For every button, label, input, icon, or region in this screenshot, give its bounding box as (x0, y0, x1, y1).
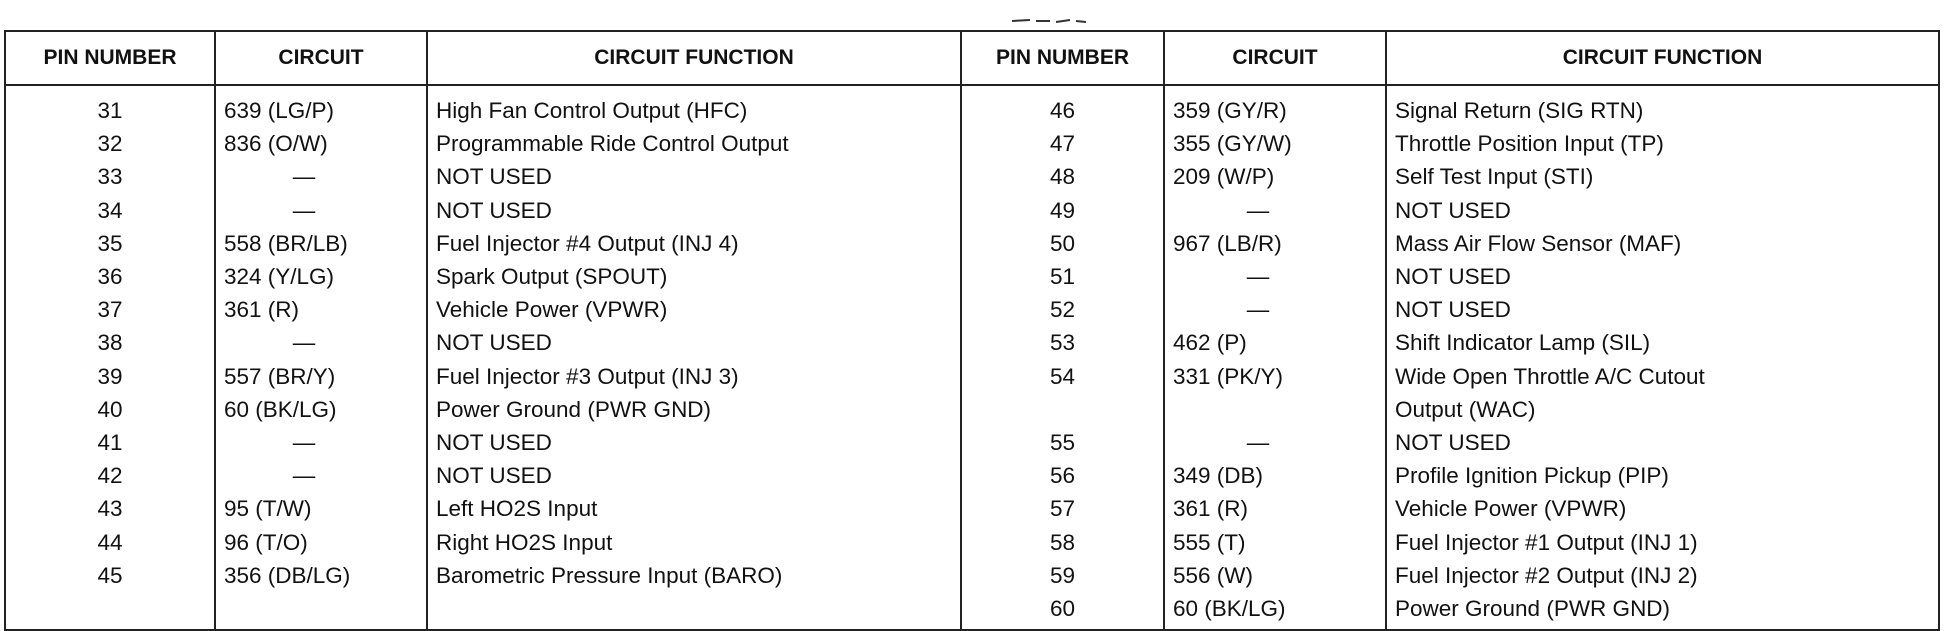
pin-number-cell: 34 (5, 194, 215, 227)
table-body (5, 85, 1939, 630)
pin-number-cell-right: 54 (961, 360, 1164, 393)
pin-number-cell-right: 59 (961, 559, 1164, 592)
circuit-cell-right: — (1164, 194, 1386, 227)
circuit-function-cell-right: Profile Ignition Pickup (PIP) (1386, 459, 1939, 492)
circuit-cell: — (215, 459, 427, 492)
table-row (5, 127, 1939, 160)
pin-number-cell-right: 60 (961, 592, 1164, 630)
circuit-cell-right: 209 (W/P) (1164, 160, 1386, 193)
table-row (5, 525, 1939, 558)
scan-mark (1010, 18, 1090, 24)
pin-number-cell-right (961, 393, 1164, 426)
table-row (5, 592, 1939, 630)
pin-number-cell-right: 50 (961, 227, 1164, 260)
circuit-cell: — (215, 194, 427, 227)
circuit-function-cell-right: Power Ground (PWR GND) (1386, 592, 1939, 630)
circuit-cell-right: — (1164, 260, 1386, 293)
pin-number-cell: 40 (5, 393, 215, 426)
header-pin-number: PIN NUMBER (5, 31, 215, 85)
pin-number-cell: 45 (5, 559, 215, 592)
pin-number-cell-right: 58 (961, 525, 1164, 558)
circuit-function-cell-right: Fuel Injector #2 Output (INJ 2) (1386, 559, 1939, 592)
circuit-function-cell-right: Signal Return (SIG RTN) (1386, 85, 1939, 127)
table-row (5, 160, 1939, 193)
circuit-function-cell-right: Vehicle Power (VPWR) (1386, 492, 1939, 525)
circuit-function-cell: Spark Output (SPOUT) (427, 260, 961, 293)
pin-number-cell (5, 592, 215, 630)
table-row (5, 293, 1939, 326)
pin-number-cell-right: 51 (961, 260, 1164, 293)
circuit-cell: 361 (R) (215, 293, 427, 326)
pin-number-cell: 43 (5, 492, 215, 525)
pin-number-cell-right: 46 (961, 85, 1164, 127)
pin-number-cell-right: 56 (961, 459, 1164, 492)
circuit-cell-right: 60 (BK/LG) (1164, 592, 1386, 630)
circuit-function-cell: Left HO2S Input (427, 492, 961, 525)
circuit-function-cell-right: NOT USED (1386, 426, 1939, 459)
circuit-function-cell-right: Fuel Injector #1 Output (INJ 1) (1386, 525, 1939, 558)
circuit-cell-right: 555 (T) (1164, 525, 1386, 558)
circuit-function-cell-right: Self Test Input (STI) (1386, 160, 1939, 193)
circuit-cell: 96 (T/O) (215, 525, 427, 558)
table-row (5, 326, 1939, 359)
pin-number-cell-right: 53 (961, 326, 1164, 359)
table-row (5, 85, 1939, 127)
circuit-function-cell: Fuel Injector #3 Output (INJ 3) (427, 360, 961, 393)
pin-number-cell: 38 (5, 326, 215, 359)
pin-number-cell-right: 48 (961, 160, 1164, 193)
table-row (5, 393, 1939, 426)
circuit-cell-right: 349 (DB) (1164, 459, 1386, 492)
header-circuit-right: CIRCUIT (1164, 31, 1386, 85)
circuit-cell-right (1164, 393, 1386, 426)
circuit-cell-right: 359 (GY/R) (1164, 85, 1386, 127)
circuit-cell-right: 967 (LB/R) (1164, 227, 1386, 260)
circuit-cell (215, 592, 427, 630)
circuit-cell: 558 (BR/LB) (215, 227, 427, 260)
circuit-function-cell: Programmable Ride Control Output (427, 127, 961, 160)
circuit-cell-right: — (1164, 293, 1386, 326)
circuit-function-cell-right: NOT USED (1386, 293, 1939, 326)
header-pin-number-right: PIN NUMBER (961, 31, 1164, 85)
pin-number-cell: 35 (5, 227, 215, 260)
header-circuit-function-right: CIRCUIT FUNCTION (1386, 31, 1939, 85)
pin-number-cell: 41 (5, 426, 215, 459)
circuit-cell: — (215, 326, 427, 359)
pin-number-cell: 42 (5, 459, 215, 492)
circuit-function-cell-right: Output (WAC) (1386, 393, 1939, 426)
circuit-function-cell: NOT USED (427, 426, 961, 459)
table-row (5, 360, 1939, 393)
circuit-cell-right: 462 (P) (1164, 326, 1386, 359)
pin-number-cell-right: 55 (961, 426, 1164, 459)
circuit-function-cell: NOT USED (427, 160, 961, 193)
pin-number-cell: 36 (5, 260, 215, 293)
circuit-function-cell: High Fan Control Output (HFC) (427, 85, 961, 127)
table-row (5, 559, 1939, 592)
circuit-function-cell: NOT USED (427, 326, 961, 359)
pin-number-cell: 33 (5, 160, 215, 193)
table-row (5, 492, 1939, 525)
circuit-function-cell-right: Wide Open Throttle A/C Cutout (1386, 360, 1939, 393)
circuit-function-cell (427, 592, 961, 630)
pin-number-cell: 31 (5, 85, 215, 127)
circuit-function-cell-right: NOT USED (1386, 194, 1939, 227)
table-header-row (5, 31, 1939, 85)
pin-number-cell: 39 (5, 360, 215, 393)
pin-number-cell: 32 (5, 127, 215, 160)
circuit-function-cell-right: Mass Air Flow Sensor (MAF) (1386, 227, 1939, 260)
table-row (5, 194, 1939, 227)
circuit-cell: 324 (Y/LG) (215, 260, 427, 293)
circuit-cell: 557 (BR/Y) (215, 360, 427, 393)
circuit-cell: 356 (DB/LG) (215, 559, 427, 592)
circuit-function-cell-right: Shift Indicator Lamp (SIL) (1386, 326, 1939, 359)
table-row (5, 426, 1939, 459)
circuit-cell: 836 (O/W) (215, 127, 427, 160)
circuit-function-cell-right: NOT USED (1386, 260, 1939, 293)
pin-number-cell-right: 49 (961, 194, 1164, 227)
pin-circuit-table (4, 30, 1940, 631)
table-row (5, 459, 1939, 492)
circuit-cell: — (215, 160, 427, 193)
circuit-cell-right: 355 (GY/W) (1164, 127, 1386, 160)
pin-number-cell-right: 57 (961, 492, 1164, 525)
circuit-cell: — (215, 426, 427, 459)
circuit-cell-right: 556 (W) (1164, 559, 1386, 592)
circuit-cell-right: 331 (PK/Y) (1164, 360, 1386, 393)
circuit-cell: 95 (T/W) (215, 492, 427, 525)
header-circuit: CIRCUIT (215, 31, 427, 85)
circuit-function-cell: Vehicle Power (VPWR) (427, 293, 961, 326)
pin-number-cell-right: 47 (961, 127, 1164, 160)
circuit-function-cell: NOT USED (427, 459, 961, 492)
circuit-function-cell: Right HO2S Input (427, 525, 961, 558)
circuit-cell-right: — (1164, 426, 1386, 459)
pin-number-cell-right: 52 (961, 293, 1164, 326)
circuit-cell: 639 (LG/P) (215, 85, 427, 127)
circuit-function-cell: Barometric Pressure Input (BARO) (427, 559, 961, 592)
table-row (5, 227, 1939, 260)
circuit-cell: 60 (BK/LG) (215, 393, 427, 426)
header-circuit-function: CIRCUIT FUNCTION (427, 31, 961, 85)
pin-number-cell: 37 (5, 293, 215, 326)
circuit-function-cell: Fuel Injector #4 Output (INJ 4) (427, 227, 961, 260)
table-row (5, 260, 1939, 293)
circuit-function-cell: NOT USED (427, 194, 961, 227)
pin-number-cell: 44 (5, 525, 215, 558)
circuit-cell-right: 361 (R) (1164, 492, 1386, 525)
circuit-function-cell: Power Ground (PWR GND) (427, 393, 961, 426)
circuit-function-cell-right: Throttle Position Input (TP) (1386, 127, 1939, 160)
